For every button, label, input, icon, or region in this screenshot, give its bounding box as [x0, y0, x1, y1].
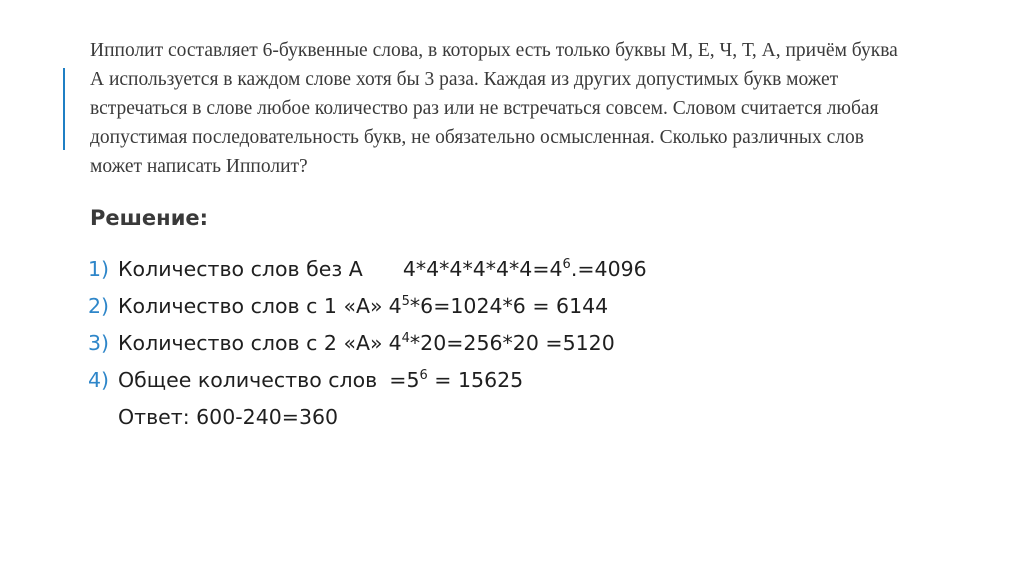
solution-step-4: [88, 367, 988, 404]
accent-bar: [63, 68, 65, 150]
solution-step-2: [88, 293, 988, 330]
problem-line: А используется в каждом слове хотя бы 3 раза. Каждая из других допустимых букв может: [90, 69, 839, 90]
step-exponent: 4: [401, 331, 410, 346]
problem-statement: [90, 36, 990, 181]
step-text: Общее количество слов: [118, 368, 378, 392]
step-calc-part-1: =5: [389, 368, 420, 392]
step-calc-part-1: 4*4*4*4*4*4=4: [402, 257, 563, 281]
step-text: Количество слов с 2 «А»: [118, 331, 383, 355]
step-exponent: 6: [562, 257, 571, 272]
step-calc-part-2: = 15625: [427, 368, 524, 392]
step-number: 3): [88, 331, 110, 355]
step-calc-part-2: *6=1024*6 = 6144: [409, 294, 609, 318]
step-calc-part-2: .=4096: [570, 257, 647, 281]
step-text: Количество слов без А: [118, 257, 363, 281]
solution-step-3: [88, 330, 988, 367]
answer-line: Ответ: 600-240=360: [118, 405, 339, 429]
problem-line: Ипполит составляет 6-буквенные слова, в которых есть только буквы М, Е, Ч, Т, А, причём буква: [90, 40, 898, 61]
step-number: 1): [88, 257, 110, 281]
step-exponent: 5: [401, 294, 410, 309]
problem-line: встречаться в слове любое количество раз или не встречаться совсем. Словом считается любая: [90, 98, 879, 119]
solution-heading: Решение:: [90, 206, 209, 230]
step-text: Количество слов с 1 «А»: [118, 294, 383, 318]
solution-step-1: [88, 256, 988, 293]
step-calc-part-2: *20=256*20 =5120: [409, 331, 615, 355]
step-calc-part-1: 4: [388, 331, 402, 355]
step-number: 4): [88, 368, 110, 392]
solution-steps: [88, 256, 988, 440]
step-number: 2): [88, 294, 110, 318]
problem-line: допустимая последовательность букв, не обязательно осмысленная. Сколько различных слов: [90, 127, 864, 148]
step-calc-part-1: 4: [388, 294, 402, 318]
step-exponent: 6: [419, 368, 428, 383]
problem-line: может написать Ипполит?: [90, 156, 308, 177]
